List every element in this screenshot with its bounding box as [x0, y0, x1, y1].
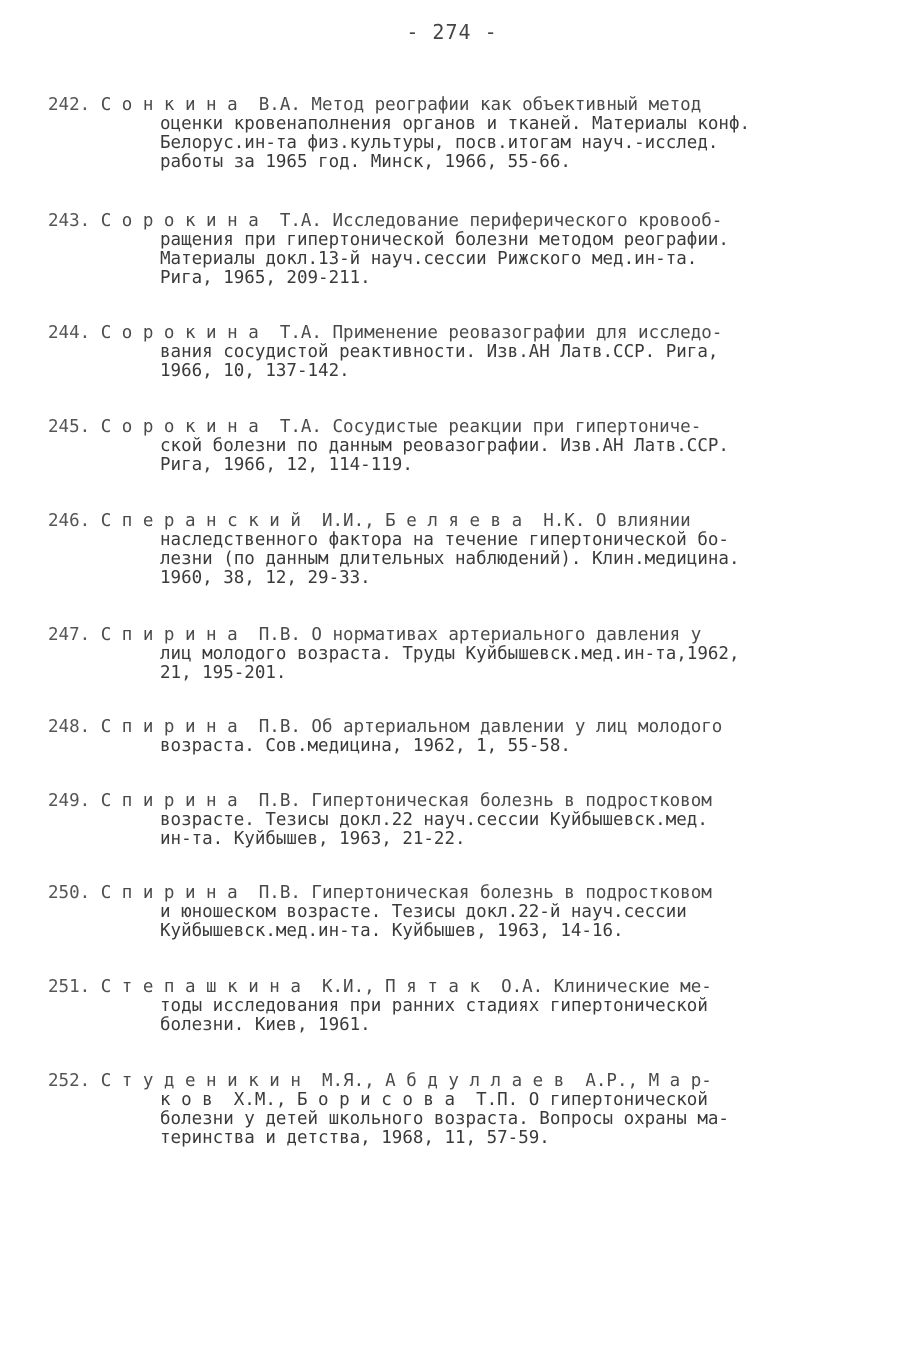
entry-first-line: С п и р и н а П.В. Об артериальном давлении у лиц молодого	[100, 717, 723, 737]
entry-line: и юношеском возрасте. Тезисы докл.22-й науч.сессии	[160, 902, 687, 922]
bibliography-entry-248	[48, 718, 848, 756]
entry-number: 245.	[48, 417, 91, 437]
entry-line: оценки кровенаполнения органов и тканей. Материалы конф.	[160, 114, 751, 134]
entry-number: 243.	[48, 211, 91, 231]
bibliography-entry-250	[48, 884, 848, 941]
entry-number: 251.	[48, 977, 91, 997]
entry-line: Белорус.ин-та физ.культуры, посв.итогам науч.-исслед.	[160, 133, 719, 153]
entry-line: тоды исследования при ранних стадиях гипертонической	[160, 996, 708, 1016]
entry-first-line: С п е р а н с к и й И.И., Б е л я е в а Н.К. О влиянии	[100, 511, 691, 531]
entry-line: лиц молодого возраста. Труды Куйбышевск.мед.ин-та,1962,	[160, 644, 740, 664]
entry-first-line: С п и р и н а П.В. Гипертоническая болезнь в подростковом	[100, 883, 712, 903]
entry-line: Рига, 1966, 12, 114-119.	[160, 455, 413, 475]
entry-line: работы за 1965 год. Минск, 1966, 55-66.	[160, 152, 571, 172]
entry-line: 1966, 10, 137-142.	[160, 361, 350, 381]
bibliography-entry-243	[48, 212, 848, 288]
entry-line: болезни у детей школьного возраста. Вопросы охраны ма-	[160, 1109, 729, 1129]
entry-number: 244.	[48, 323, 91, 343]
entry-number: 246.	[48, 511, 91, 531]
entry-line: 21, 195-201.	[160, 663, 287, 683]
entry-first-line: С п и р и н а П.В. О нормативах артериального давления у	[100, 625, 702, 645]
entry-line: ской болезни по данным реовазографии. Изв.АН Латв.ССР.	[160, 436, 729, 456]
entry-first-line: С о н к и н а В.А. Метод реографии как объективный метод	[100, 95, 702, 115]
entry-first-line: С о р о к и н а Т.А. Исследование периферического кровооб-	[100, 211, 723, 231]
entry-line: наследственного фактора на течение гипертонической бо-	[160, 530, 729, 550]
bibliography-entry-247	[48, 626, 848, 683]
entry-line: вания сосудистой реактивности. Изв.АН Латв.ССР. Рига,	[160, 342, 719, 362]
entry-line: лезни (по данным длительных наблюдений). Клин.медицина.	[160, 549, 740, 569]
entry-number: 250.	[48, 883, 91, 903]
entry-line: болезни. Киев, 1961.	[160, 1015, 371, 1035]
entry-number: 242.	[48, 95, 91, 115]
entry-number: 252.	[48, 1071, 91, 1091]
bibliography-entry-246	[48, 512, 848, 588]
entry-first-line: С т у д е н и к и н М.Я., А б д у л л а е в А.Р., М а р-	[100, 1071, 712, 1091]
bibliography-entry-249	[48, 792, 848, 849]
entry-line: Куйбышевск.мед.ин-та. Куйбышев, 1963, 14-16.	[160, 921, 624, 941]
entry-line: возраста. Сов.медицина, 1962, 1, 55-58.	[160, 736, 571, 756]
entry-line: возрасте. Тезисы докл.22 науч.сессии Куйбышевск.мед.	[160, 810, 708, 830]
bibliography-entry-251	[48, 978, 848, 1035]
entry-line: 1960, 38, 12, 29-33.	[160, 568, 371, 588]
entry-first-line: С о р о к и н а Т.А. Применение реовазографии для исследо-	[100, 323, 723, 343]
entry-line: Рига, 1965, 209-211.	[160, 268, 371, 288]
bibliography-entry-244	[48, 324, 848, 381]
entry-line: ин-та. Куйбышев, 1963, 21-22.	[160, 829, 466, 849]
entry-first-line: С п и р и н а П.В. Гипертоническая болезнь в подростковом	[100, 791, 712, 811]
bibliography-entry-252	[48, 1072, 848, 1148]
bibliography-entry-245	[48, 418, 848, 475]
entry-line: к о в Х.М., Б о р и с о в а Т.П. О гипертонической	[160, 1090, 708, 1110]
entry-first-line: С о р о к и н а Т.А. Сосудистые реакции при гипертониче-	[100, 417, 702, 437]
entry-first-line: С т е п а ш к и н а К.И., П я т а к О.А. Клинические ме-	[100, 977, 712, 997]
page-number: - 274 -	[406, 20, 498, 44]
entry-number: 248.	[48, 717, 91, 737]
bibliography-entry-242	[48, 96, 848, 172]
entry-number: 249.	[48, 791, 91, 811]
entry-number: 247.	[48, 625, 91, 645]
entry-line: Материалы докл.13-й науч.сессии Рижского мед.ин-та.	[160, 249, 698, 269]
entry-line: ращения при гипертонической болезни методом реографии.	[160, 230, 729, 250]
entry-line: теринства и детства, 1968, 11, 57-59.	[160, 1128, 550, 1148]
